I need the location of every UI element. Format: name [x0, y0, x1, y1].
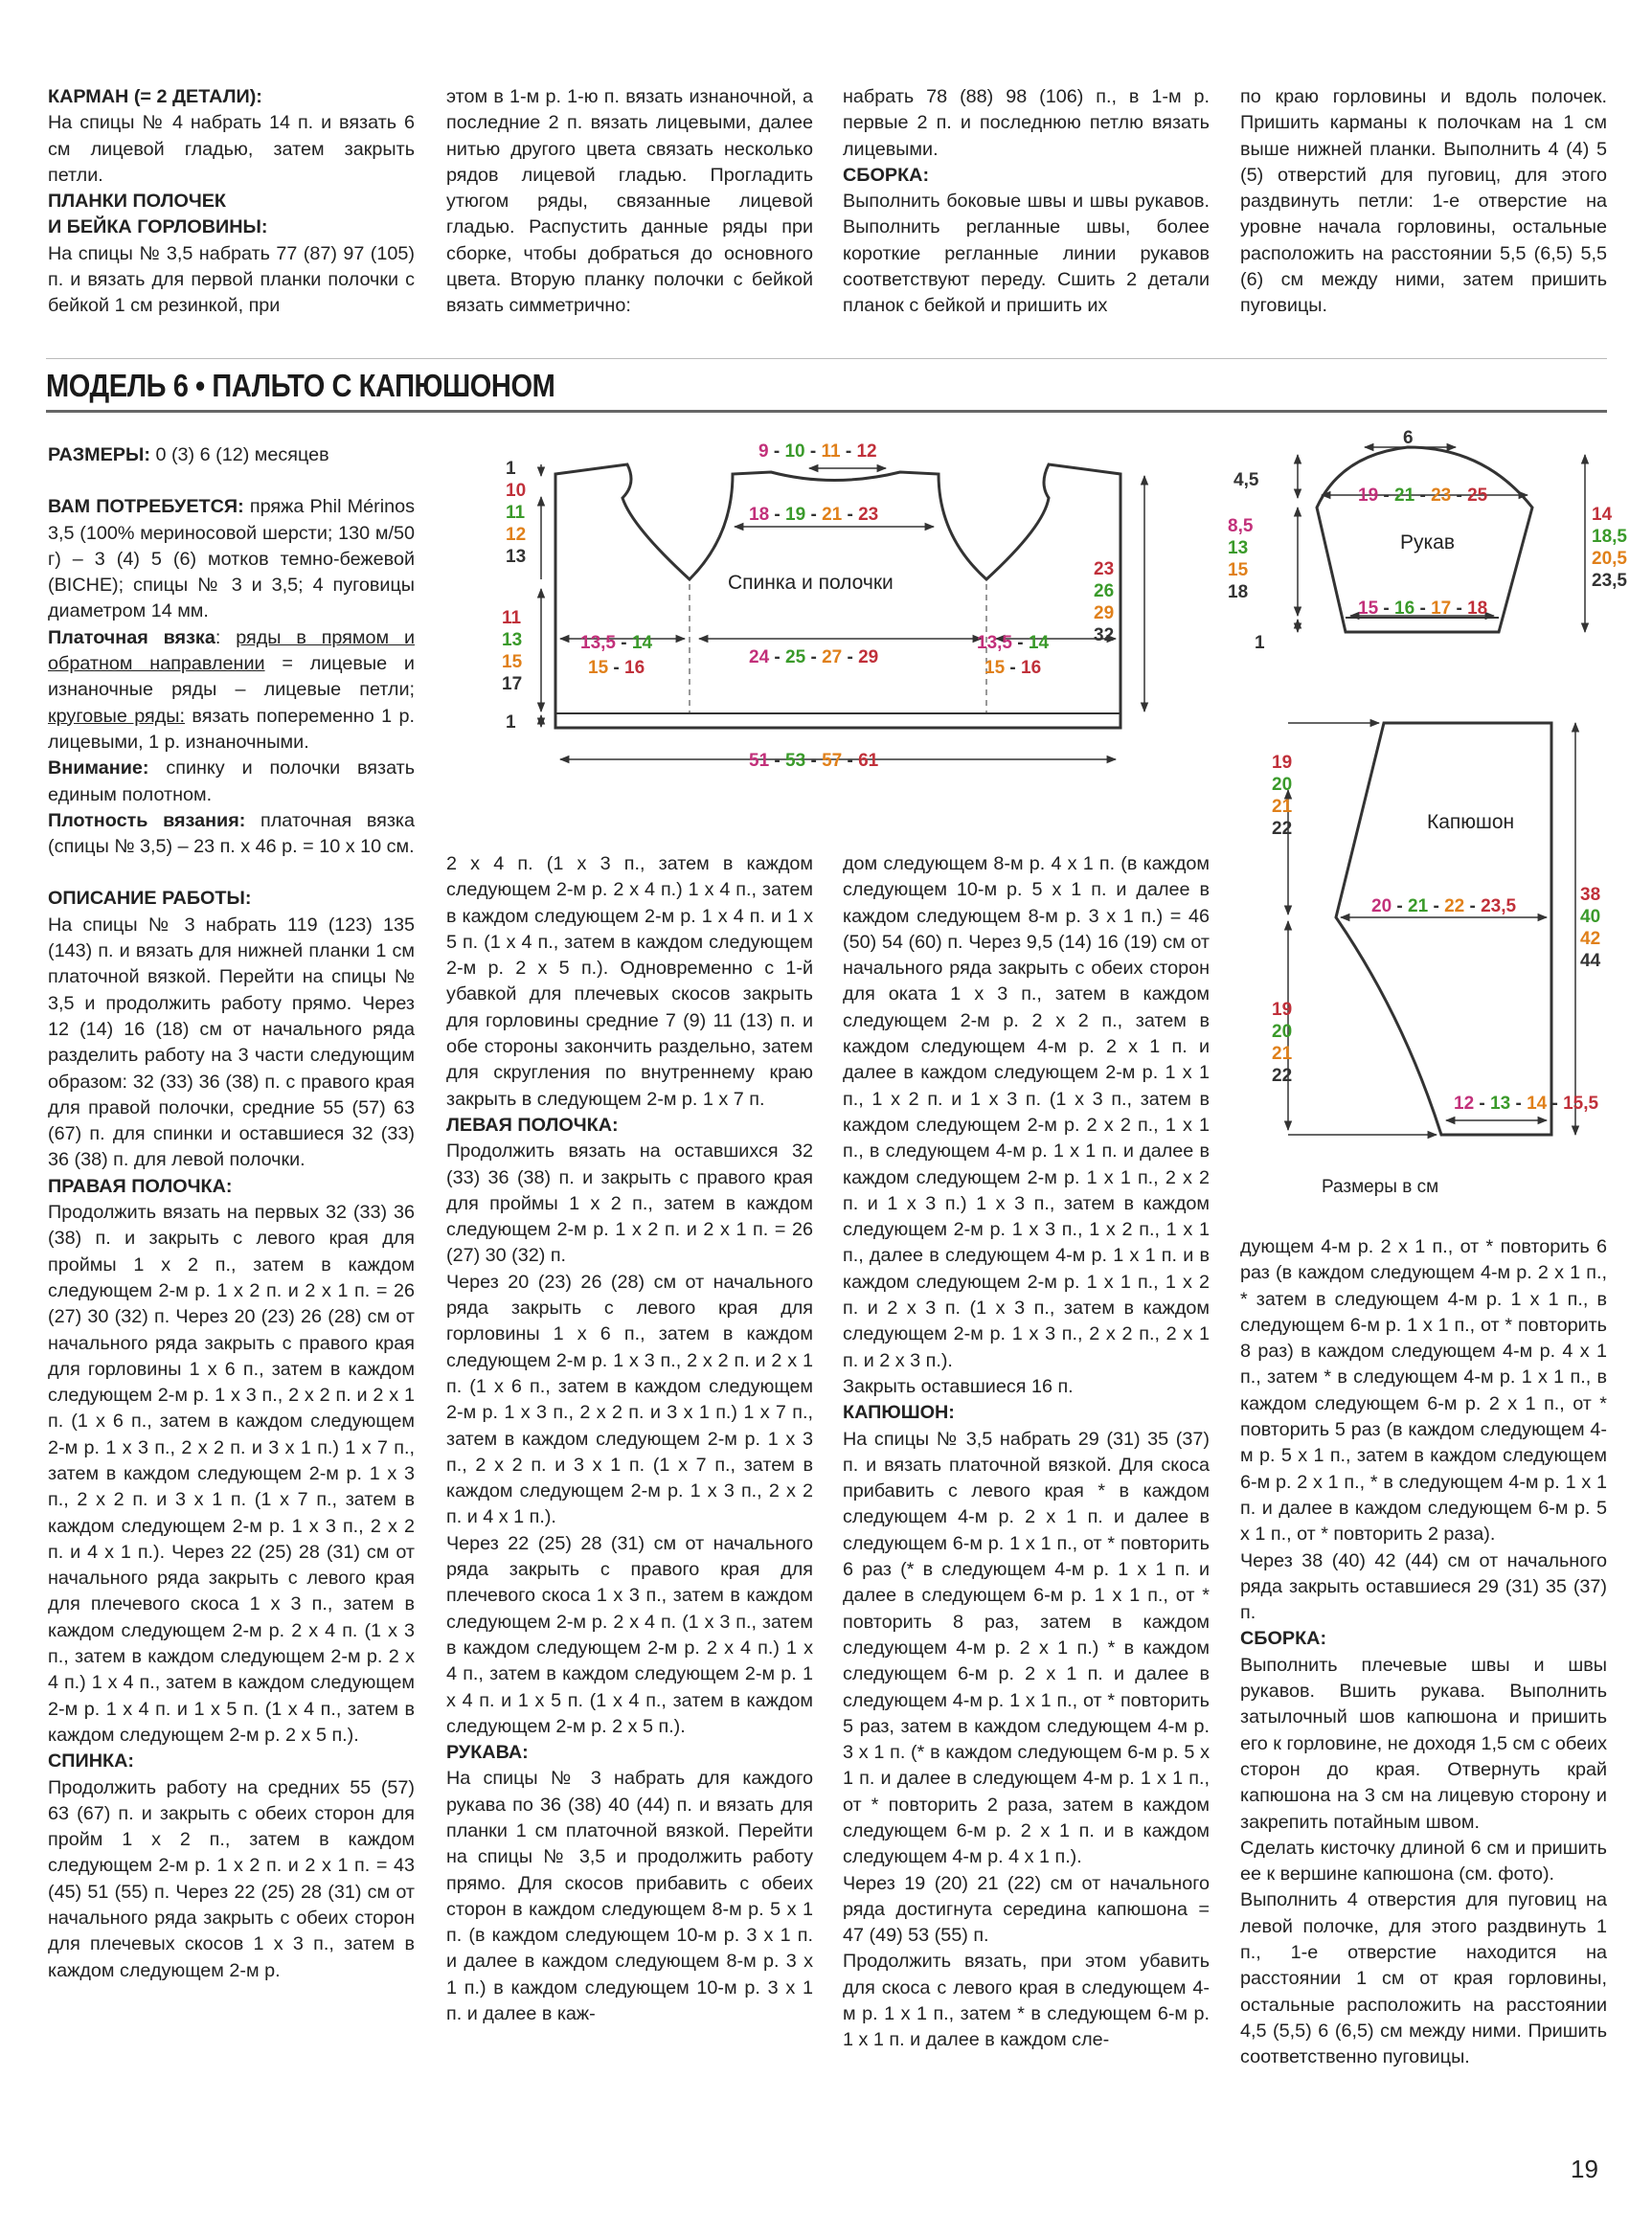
dim-sr-a: 14 — [1592, 505, 1613, 525]
dim-bm-1: 24 — [749, 647, 770, 667]
dim-right-a: 23 — [1094, 559, 1115, 579]
dim-hb-3: 14 — [1527, 1094, 1548, 1114]
column-4 — [1240, 1234, 1607, 2173]
column-1 — [48, 442, 415, 2166]
hood-label: Капюшон — [1427, 811, 1515, 833]
sleeve-label: Рукав — [1400, 531, 1455, 553]
dim-bot-3: 57 — [822, 751, 843, 771]
paragraph: Через 19 (20) 21 (22) см от начального ряда достигнута середина капюшона = 47 (49) 53 (55) п. — [843, 1872, 1210, 1947]
dim-lb-1: 1 — [506, 712, 516, 733]
paragraph: по краю горловины и вдоль полочек. Пришить карманы к полочкам на 1 см выше нижней планки. Выполнить 4 (4) 5 (5) отверстий для пуговиц, для этого раздвинуть петли: 1-е отверстие на уровне начала горловины, остальные расположить на расстоянии 5,5 (6,5) 5,5 (6) см между ними, затем пришить пуговицы. — [1240, 86, 1607, 317]
paragraph: 2 х 4 п. (1 х 3 п., затем в каждом следующем 2-м р. 2 х 4 п.) 1 х 4 п., затем в каждом следующем 2-м р. 1 х 4 п. и 1 х 5 п. (1 х 4 п., затем в каждом следующем 2-м р. 2 х 5 п.). Одновременно с 1-й убавкой для плечевых скосов закрыть для горловины средние 7 (9) 11 (13) п. и обе стороны закончить раздельно, затем для скругления по внутреннему краю закрыть в следующем 2-м р. 1 х 7 п. — [446, 853, 813, 1110]
dim-hlb-b: 20 — [1272, 1022, 1293, 1042]
dim-fl-3: 15 — [588, 658, 609, 678]
section-heading: КАПЮШОН: — [843, 1402, 955, 1424]
bold-label: ВАМ ПОТРЕБУЕТСЯ: — [48, 496, 244, 518]
dim-fr-2: 14 — [1028, 633, 1050, 653]
section-heading: РУКАВА: — [446, 1742, 529, 1764]
svg-text:18 - 19 - 21 - 23: 18 - 19 - 21 - 23 — [749, 505, 879, 525]
svg-text:51 - 53 - 57 - 61: 51 - 53 - 57 - 61 — [749, 751, 879, 771]
dim-left-e: 13 — [506, 547, 527, 567]
text-run: : — [215, 626, 237, 648]
dim-bm-4: 29 — [858, 647, 879, 667]
section-heading: ПЛАНКИ ПОЛОЧЕК — [48, 191, 226, 213]
dim-back-1: 18 — [749, 505, 770, 525]
svg-text:9 - 10 - 11 - 12: 9 - 10 - 11 - 12 — [758, 441, 877, 462]
page-number: 19 — [1571, 2155, 1598, 2183]
section-heading: ПРАВАЯ ПОЛОЧКА: — [48, 1175, 233, 1197]
dim-back-3: 21 — [822, 505, 843, 525]
dim-hl-d: 22 — [1272, 819, 1293, 839]
paragraph: Выполнить боковые швы и швы рукавов. Выполнить регланные швы, более короткие регланные линии рукавов соответствуют переду. Сшить 2 детали планок с бейкой и пришить их — [843, 191, 1210, 317]
dim-hr-c: 42 — [1580, 929, 1601, 949]
dim-neck-3: 11 — [821, 441, 841, 462]
section-heading: ОПИСАНИЕ РАБОТЫ: — [48, 888, 252, 910]
svg-text:15 - 16: 15 - 16 — [984, 658, 1042, 678]
paragraph: этом в 1-м р. 1-ю п. вязать изнаночной, а последние 2 п. вязать лицевыми, далее нитью другого цвета связать несколько рядов лицевой гладью. Прогладить утюгом ряды, связанные лицевой гладью. Распустить данные ряды при сборке, чтобы добраться до основного цвета. Вторую планку полочки с бейкой вязать симметрично: — [446, 86, 813, 317]
paragraph: Через 22 (25) 28 (31) см от начального ряда закрыть с правого края для плечевого скоса 1 х 3 п., затем в каждом следующем 2-м р. 2 х 4 п. (1 х 3 п., затем в каждом следующем 2-м р. 2 х 4 п.) 1 х 4 п., затем в каждом следующем 2-м р. 1 х 4 п. и 1 х 5 п. (1 х 4 п., затем в каждом следующем 2-м р. 2 х 5 п.). — [446, 1532, 813, 1737]
dim-left-c: 11 — [506, 503, 526, 523]
dim-sl-a: 8,5 — [1228, 516, 1254, 536]
dim-hm-3: 22 — [1444, 896, 1465, 916]
section-heading: ЛЕВАЯ ПОЛОЧКА: — [446, 1114, 619, 1136]
text-run: платочная вязка (спицы № 3,5) – 23 п. х 46 р. = 10 х 10 см. — [48, 809, 415, 858]
dim-bm-3: 27 — [822, 647, 843, 667]
sleeve-diagram — [1216, 426, 1627, 666]
svg-text:13,5 - 14: 13,5 - 14 — [580, 633, 653, 653]
dim-hr-b: 40 — [1580, 907, 1601, 927]
svg-text:20 - 21 - 22 - 23,5: 20 - 21 - 22 - 23,5 — [1371, 896, 1517, 916]
dim-fr-1: 13,5 — [977, 633, 1012, 653]
section-heading: И БЕЙКА ГОРЛОВИНЫ: — [48, 216, 268, 238]
body-diagram — [488, 436, 1159, 785]
dim-neck-2: 10 — [784, 441, 805, 462]
dim-sleeve-tl: 4,5 — [1233, 470, 1259, 490]
bold-label: Плотность вязания: — [48, 809, 246, 831]
dim-hm-4: 23,5 — [1481, 896, 1517, 916]
dim-lb-a: 11 — [502, 608, 522, 628]
dim-fl-2: 14 — [631, 633, 653, 653]
paragraph: На спицы № 3 набрать для каждого рукава по 36 (38) 40 (44) п. и вязать для планки 1 см платочной вязкой. Перейти на спицы № 3,5 и продолжить работу прямо. Для скосов прибавить с обеих сторон в каждом следующем 8-м р. 5 х 1 п. (в каждом следующем 10-м р. 3 х 1 п. и далее в каждом следующем 8-м р. 3 х 1 п.) в каждом следующем 10-м р. 3 х 1 п. и далее в каж- — [446, 1768, 813, 2025]
dim-sleeve-top: 6 — [1403, 428, 1414, 448]
text-run: пряжа Phil Mérinos 3,5 (100% мериносовой шерсти; 130 м/50 г) – 3 (4) 5 (6) мотков темно-бежевой (BICHE); спицы № 3 и 3,5; 4 пуговицы диаметром 14 мм. — [48, 496, 415, 622]
dim-lb-c: 15 — [502, 652, 523, 672]
dim-right-d: 32 — [1094, 625, 1115, 645]
paragraph: Через 38 (40) 42 (44) см от начального ряда закрыть оставшиеся 29 (31) 35 (37) п. — [1240, 1549, 1607, 1624]
dim-hl-c: 21 — [1272, 797, 1293, 817]
dim-cap-1: 19 — [1358, 486, 1379, 506]
dim-hlb-c: 21 — [1272, 1044, 1293, 1064]
section-heading: СБОРКА: — [843, 164, 930, 186]
dim-sr-d: 23,5 — [1592, 571, 1627, 591]
dim-hr-d: 44 — [1580, 951, 1601, 971]
paragraph: Через 20 (23) 26 (28) см от начального ряда закрыть с левого края для горловины 1 х 6 п., затем в каждом следующем 2-м р. 1 х 3 п., 2 х 2 п. и 2 х 1 п. (1 х 6 п., затем в каждом следующем 2-м р. 1 х 3 п., 2 х 2 п. и 3 х 1 п.) 1 х 7 п., затем в каждом следующем 2-м р. 1 х 3 п., 2 х 2 п. и 3 х 1 п. (1 х 7 п., затем в каждом следующем 2-м р. 1 х 3 п., 2 х 2 п. и 4 х 1 п.). — [446, 1271, 813, 1528]
paragraph: На спицы № 3,5 набрать 77 (87) 97 (105) п. и вязать для первой планки полочки с бейкой 1 см резинкой, при — [48, 242, 415, 317]
text-run: вязать попеременно 1 р. лицевыми, 1 р. изнаночными. — [48, 705, 415, 753]
text-run: = лицевые и изнаночные ряды – лицевые петли; — [48, 653, 415, 701]
dim-lb-d: 17 — [502, 674, 523, 694]
dim-cap-4: 25 — [1467, 486, 1488, 506]
svg-text:19 - 21 - 23 - 25: 19 - 21 - 23 - 25 — [1358, 486, 1488, 506]
top-column-1 — [48, 84, 415, 320]
spacer — [48, 468, 415, 494]
text-run: 0 (3) 6 (12) месяцев — [149, 444, 329, 465]
dim-hr-a: 38 — [1580, 885, 1601, 905]
dim-sr-b: 18,5 — [1592, 527, 1627, 547]
title-divider-top — [46, 358, 1607, 359]
text-run: спинку и полочки вязать единым полотном. — [48, 757, 415, 805]
dim-hl-b: 20 — [1272, 775, 1293, 795]
paragraph: На спицы № 3,5 набрать 29 (31) 35 (37) п. и вязать платочной вязкой. Для скоса прибавить с левого края * в каждом следующем 4-м р. 2 х 1 п. и далее в следующем 6-м р. 1 х 1 п., от * повторить 6 раз (* в следующем 4-м р. 1 х 1 п. и далее в следующем 6-м р. 1 х 1 п., от * повторить 8 раз, затем в каждом следующем 4-м р. 2 х 1 п.) * в каждом следующем 6-м р. 2 х 1 п. и далее в следующем 4-м р. 1 х 1 п., от * повторить 5 раз, затем в каждом следующем 4-м р. 3 х 1 п. (* в каждом следующем 6-м р. 5 х 1 п. и далее в следующем 4-м р. 1 х 1 п., от * повторить 2 раза, затем в каждом следующем 6-м р. 2 х 1 п. и в каждом следующем 4-м р. 4 х 1 п.). — [843, 1428, 1210, 1868]
column-3 — [843, 851, 1210, 2173]
dim-fl-4: 16 — [624, 658, 645, 678]
paragraph: набрать 78 (88) 98 (106) п., в 1-м р. первые 2 п. и последнюю петлю вязать лицевыми. — [843, 86, 1210, 160]
paragraph: дующем 4-м р. 2 х 1 п., от * повторить 6 раз (в каждом следующем 4-м р. 2 х 1 п., * затем в следующем 4-м р. 1 х 1 п., в следующем 6-м р. 1 х 1 п., от * повторить 8 раз) в каждом следующем 4-м р. 4 х 1 п., затем * в следующем 4-м р. 1 х 1 п., в каждом следующем 6-м р. 2 х 1 п., от * повторить 5 раз (в каждом следующем 4-м р. 5 х 1 п., затем в каждом следующем 6-м р. 2 х 1 п., * в следующем 4-м р. 1 х 1 п. и далее в каждом следующем 6-м р. 5 х 1 п., от * повторить 2 раза). — [1240, 1236, 1607, 1546]
dim-bot-2: 53 — [785, 751, 806, 771]
dim-cuff-2: 16 — [1394, 598, 1415, 619]
paragraph: Продолжить работу на средних 55 (57) 63 (67) п. и закрыть с обеих сторон для пройм 1 х 2 п., затем в каждом следующем 2-м р. 1 х 2 п. и 2 х 1 п. = 43 (45) 51 (55) п. Через 22 (25) 28 (31) см от начального ряда закрыть с обеих сторон для плечевых скосов 1 х 3 п., затем в каждом следующем 2-м р. — [48, 1776, 415, 1981]
dim-hb-1: 12 — [1454, 1094, 1475, 1114]
top-column-3 — [843, 84, 1210, 320]
section-heading: СБОРКА: — [1240, 1628, 1327, 1650]
paragraph — [48, 625, 415, 756]
dim-cap-3: 23 — [1431, 486, 1452, 506]
hood-outline — [1336, 723, 1551, 1135]
dim-hlb-d: 22 — [1272, 1066, 1293, 1086]
model-title: МОДЕЛЬ 6 • ПАЛЬТО С КАПЮШОНОМ — [46, 368, 555, 403]
dim-neck-4: 12 — [856, 441, 877, 462]
dim-left-d: 12 — [506, 525, 527, 545]
dim-hm-1: 20 — [1371, 896, 1392, 916]
top-column-4 — [1240, 84, 1607, 320]
dim-fr-4: 16 — [1021, 658, 1042, 678]
dim-cap-2: 21 — [1394, 486, 1415, 506]
dim-bm-2: 25 — [785, 647, 806, 667]
dim-fr-3: 15 — [984, 658, 1006, 678]
hood-diagram — [1245, 699, 1618, 1207]
paragraph: Продолжить вязать, при этом убавить для скоса с левого края в следующем 4-м р. 1 х 1 п., затем * в следующем 6-м р. 1 х 1 п. и далее в каждом сле- — [843, 1951, 1210, 2051]
dim-back-4: 23 — [858, 505, 879, 525]
paragraph: На спицы № 3 набрать 119 (123) 135 (143) п. и вязать для нижней планки 1 см платочной вязкой. Перейти на спицы № 3,5 и продолжить работу прямо. Через 12 (14) 16 (18) см от начального ряда разделить работу на 3 части следующим образом: 32 (33) 36 (38) п. с правого края для правой полочки, средние 55 (57) 63 (67) п. для спинки и оставшиеся 32 (33) 36 (38) п. для левой полочки. — [48, 914, 415, 1171]
dim-hb-2: 13 — [1490, 1094, 1511, 1114]
paragraph — [48, 494, 415, 624]
paragraph: Сделать кисточку длиной 6 см и пришить ее к вершине капюшона (см. фото). — [1240, 1837, 1607, 1886]
top-column-2 — [446, 84, 813, 320]
dim-hm-2: 21 — [1408, 896, 1429, 916]
dim-left-b: 10 — [506, 481, 527, 501]
dim-right-b: 26 — [1094, 581, 1115, 601]
paragraph — [48, 808, 415, 861]
dim-back-2: 19 — [785, 505, 806, 525]
text-run: круговые ряды: — [48, 705, 185, 727]
dim-right-c: 29 — [1094, 603, 1115, 623]
dim-hl-a: 19 — [1272, 753, 1293, 773]
sizes-caption: Размеры в см — [1322, 1177, 1439, 1197]
paragraph: Выполнить 4 отверстия для пуговиц на левой полочке, для этого раздвинуть 1 п., 1-е отверстие находится на расстоянии 1 см от края горловины, остальные расположить на расстоянии 4,5 (5,5) 6 (6,5) см между ними. Пришить соответственно пуговицы. — [1240, 1889, 1607, 2068]
bold-label: РАЗМЕРЫ: — [48, 444, 150, 465]
dim-sl-d: 18 — [1228, 582, 1249, 602]
dim-cuff-1: 15 — [1358, 598, 1379, 619]
dim-bot-1: 51 — [749, 751, 770, 771]
section-heading: КАРМАН (= 2 ДЕТАЛИ): — [48, 86, 262, 107]
dim-fl-1: 13,5 — [580, 633, 616, 653]
column-2 — [446, 851, 813, 2173]
svg-text:15 - 16 - 17 - 18: 15 - 16 - 17 - 18 — [1358, 598, 1488, 619]
body-label: Спинка и полочки — [728, 572, 894, 594]
paragraph: Закрыть оставшиеся 16 п. — [843, 1375, 1074, 1397]
dim-left-a: 1 — [506, 459, 516, 479]
text-run: ряды в прямом и обратном направлении — [48, 626, 416, 675]
paragraph: дом следующем 8-м р. 4 х 1 п. (в каждом следующем 10-м р. 5 х 1 п. и далее в каждом следующем 8-м р. 3 х 1 п.) = 46 (50) 54 (60) п. Через 9,5 (14) 16 (19) см от начального ряда закрыть с обеих сторон для оката 1 х 3 п., затем в каждом следующем 2-м р. 2 х 2 п., затем в каждом следующем 4-м р. 2 х 1 п. и далее в каждом следующем 2-м р. 1 х 1 п., 1 х 2 п. и 1 х 3 п. (1 х 3 п., затем в каждом следующем 2-м р. 2 х 2 п., 1 х 1 п., в следующем 4-м р. 1 х 1 п. и далее в каждом следующем 2-м р. 1 х 1 п., 2 х 2 п. и 1 х 3 п.) 1 х 3 п., затем в каждом следующем 2-м р. 1 х 3 п., 1 х 2 п., 1 х 1 п., далее в следующем 4-м р. 1 х 1 п. и в каждом следующем 2-м р. 1 х 1 п., 1 х 2 п. и 2 х 3 п. (1 х 3 п., затем в каждом следующем 2-м р. 1 х 3 п., 2 х 2 п., 2 х 1 п. и 2 х 3 п.). — [843, 853, 1210, 1371]
dim-sr-c: 20,5 — [1592, 549, 1627, 569]
dim-neck-1: 9 — [758, 441, 769, 462]
title-divider — [46, 410, 1607, 413]
paragraph: Продолжить вязать на оставшихся 32 (33) 36 (38) п. и закрыть с правого края для проймы 1 х 2 п., затем в каждом следующем 2-м р. 1 х 2 п. и 2 х 1 п. = 26 (27) 30 (32) п. — [446, 1140, 813, 1267]
dim-sl-c: 15 — [1228, 560, 1249, 580]
svg-text:15 - 16: 15 - 16 — [588, 658, 645, 678]
paragraph — [48, 442, 415, 468]
paragraph: Выполнить плечевые швы и швы рукавов. Вшить рукава. Выполнить затылочный шов капюшона и пришить его к горловине, не доходя 1,5 см с обеих сторон до края. Отвернуть край капюшона на 3 см на лицевую сторону и закрепить потайным швом. — [1240, 1654, 1607, 1833]
bold-label: Внимание: — [48, 757, 149, 779]
svg-text:13,5 - 14: 13,5 - 14 — [977, 633, 1050, 653]
bold-label: Платочная вязка — [48, 626, 215, 648]
section-heading: СПИНКА: — [48, 1750, 134, 1773]
dim-sl-b: 13 — [1228, 538, 1249, 558]
paragraph: На спицы № 4 набрать 14 п. и вязать 6 см лицевой гладью, затем закрыть петли. — [48, 112, 415, 186]
paragraph — [48, 756, 415, 808]
dim-sl-1: 1 — [1255, 633, 1265, 653]
paragraph: Продолжить вязать на первых 32 (33) 36 (38) п. и закрыть с левого края для проймы 1 х 2 п., затем в каждом следующем 2-м р. 1 х 2 п. и 2 х 1 п. = 26 (27) 30 (32) п. Через 20 (23) 26 (28) см от начального ряда закрыть с правого края для горловины 1 х 6 п., затем в каждом следующем 2-м р. 1 х 3 п., 2 х 2 п. и 2 х 1 п. (1 х 6 п., затем в каждом следующем 2-м р. 1 х 3 п., 2 х 2 п. и 3 х 1 п.) 1 х 7 п., затем в каждом следующем 2-м р. 1 х 3 п., 2 х 2 п. и 3 х 1 п. (1 х 7 п., затем в каждом следующем 2-м р. 1 х 3 п., 2 х 2 п. и 4 х 1 п.). Через 22 (25) 28 (31) см от начального ряда закрыть с левого края для плечевого скоса 1 х 3 п., затем в каждом следующем 2-м р. 2 х 4 п. (1 х 3 п., затем в каждом следующем 2-м р. 2 х 4 п.) 1 х 4 п., затем в каждом следующем 2-м р. 1 х 4 п. и 1 х 5 п. (1 х 4 п., затем в каждом следующем 2-м р. 2 х 5 п.). — [48, 1202, 415, 1746]
dim-hlb-a: 19 — [1272, 1000, 1293, 1020]
spacer — [48, 860, 415, 886]
svg-text:24 - 25 - 27 - 29: 24 - 25 - 27 - 29 — [749, 647, 879, 667]
dim-cuff-4: 18 — [1467, 598, 1488, 619]
dim-lb-b: 13 — [502, 630, 523, 650]
dim-hb-4: 15,5 — [1563, 1094, 1599, 1114]
svg-text:12 - 13 - 14 - 15,5: 12 - 13 - 14 - 15,5 — [1454, 1094, 1599, 1114]
dim-bot-4: 61 — [858, 751, 879, 771]
dim-cuff-3: 17 — [1431, 598, 1452, 619]
